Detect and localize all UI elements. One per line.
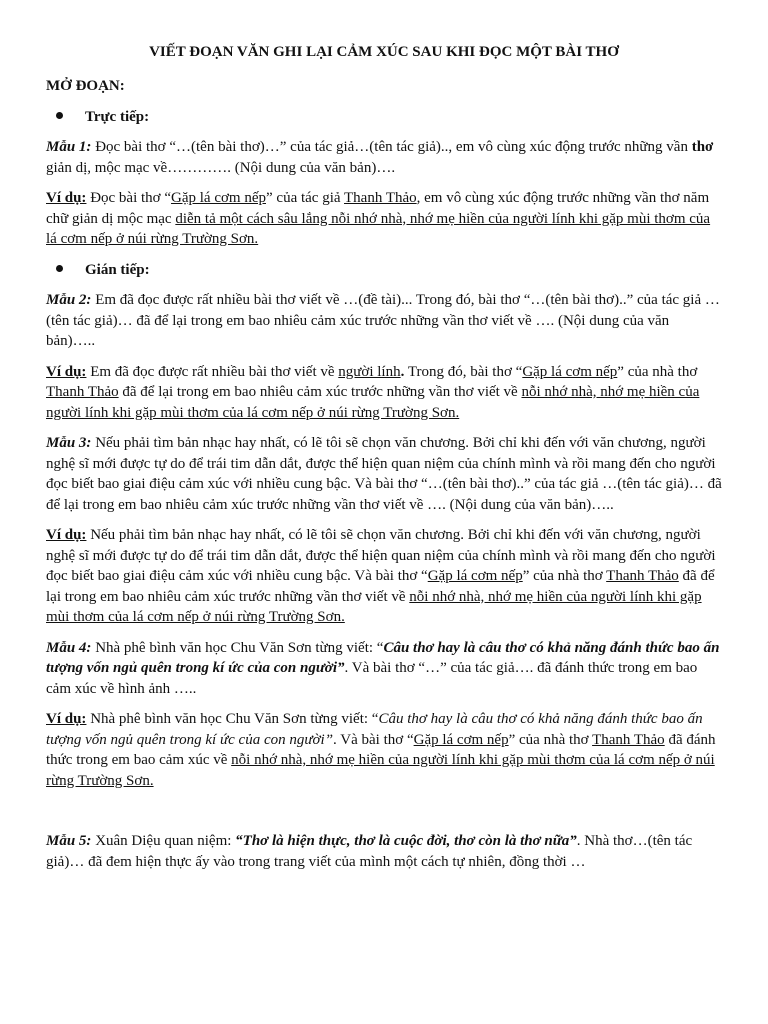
bullet-dot-icon (56, 265, 63, 272)
example-label: Ví dụ: (46, 363, 87, 380)
underlined-text: người lính (338, 363, 401, 380)
text-run: . Nhà thơ…(tên tác giả)… đã đem hiện thực ấy vào trong trang viết của mình một cách tự nhiên, đồng thời … (46, 833, 693, 870)
bullet-label: Gián tiếp: (85, 261, 150, 278)
text-run: Đọc bài thơ “ (86, 190, 172, 206)
bullet-dot-icon (56, 112, 63, 119)
underlined-text: nỗi nhớ nhà, nhớ mẹ hiền của người lính khi gặp mùi thơm của lá cơm nếp ở núi rừng Trường Sơn. (46, 588, 702, 625)
text-run: Em đã đọc được rất nhiều bài thơ viết về …(đề tài)... Trong đó, bài thơ “…(tên bài thơ)..” của tác giả …(tên tác giả)… đã để lại trong em bao nhiêu cảm xúc trước những vần thơ viết về …. (Nội dung của văn bản)….. (46, 292, 720, 349)
underlined-text: nỗi nhớ nhà, nhớ mẹ hiền của người lính khi gặp mùi thơm của lá cơm nếp ở núi rừng Trường Sơn. (46, 384, 700, 421)
underlined-text: Gặp lá cơm nếp (427, 568, 523, 584)
template-paragraph-1 (46, 137, 722, 178)
text-run: Nếu phải tìm bản nhạc hay nhất, có lẽ tôi sẽ chọn văn chương. Bởi chỉ khi đến với văn chương, người nghệ sĩ mới được tự do để trái tim dẫn dắt, được thể hiện quan niệm của chính mình và rồi mang đến cho người đọc biết bao giai điệu cảm xúc với nhiều cung bậc. Và bài thơ “ (46, 527, 716, 584)
text-run: Xuân Diệu quan niệm: (91, 833, 236, 849)
underlined-text: Thanh Thảo (592, 731, 665, 748)
text-run: đã đánh thức trong em bao cảm xúc về (46, 731, 716, 768)
text-run: ” của nhà thơ (617, 363, 698, 380)
quote-text: Câu thơ hay là câu thơ có khả năng đánh thức bao ấn tượng vốn ngủ quên trong kí ức của con người” (46, 711, 703, 748)
underlined-text: nỗi nhớ nhà, nhớ mẹ hiền của người lính khi gặp mùi thơm của lá cơm nếp ở núi rừng Trường Sơn. (46, 752, 715, 789)
template-label: Mẫu 2: (46, 292, 92, 308)
template-label: Mẫu 3: (46, 435, 92, 451)
template-label: Mẫu 4: (46, 639, 92, 656)
underlined-text: Gặp lá cơm nếp (413, 731, 509, 748)
template-label: Mẫu 1: (46, 139, 92, 155)
text-run: ” của tác giả (266, 190, 345, 206)
example-paragraph-3 (46, 525, 722, 628)
text-run: Nếu phải tìm bản nhạc hay nhất, có lẽ tôi sẽ chọn văn chương. Bởi chỉ khi đến với văn chương, người nghệ sĩ mới được tự do để trái tim dẫn dắt, được thể hiện quan niệm của chính mình và rồi mang đến cho người đọc biết bao giai điệu cảm xúc với nhiều cung bậc. Và bài thơ “…(tên bài thơ)..” của tác giả …(tên tác giả)… đã để lại trong em bao nhiêu cảm xúc trước những vần thơ viết về …. (Nội dung của văn bản)….. (46, 435, 722, 513)
text-run: Nhà phê bình văn học Chu Văn Sơn từng viết: “ (91, 639, 384, 656)
example-paragraph-2 (46, 362, 722, 424)
bullet-gian-tiep (46, 260, 722, 281)
bullet-truc-tiep (46, 107, 722, 128)
example-paragraph-1 (46, 188, 722, 250)
text-run: Em đã đọc được rất nhiều bài thơ viết về (86, 363, 339, 380)
page-title: VIẾT ĐOẠN VĂN GHI LẠI CẢM XÚC SAU KHI ĐỌC MỘT BÀI THƠ (149, 44, 619, 60)
example-label: Ví dụ: (46, 190, 87, 206)
text-run: ” của nhà thơ (508, 731, 593, 748)
underlined-text: diễn tả một cách sâu lắng nỗi nhớ nhà, nhớ mẹ hiền của người lính khi gặp mùi thơm của lá cơm nếp ở núi rừng Trường Sơn. (46, 210, 711, 247)
template-paragraph-4 (46, 638, 722, 700)
text-run: . Và bài thơ “…” của tác giả…. đã đánh thức trong em bao cảm xúc về hình ảnh ….. (46, 660, 698, 697)
paragraph-spacer (46, 801, 722, 831)
text-run: , em vô cùng xúc động trước những vần thơ năm chữ giản dị mộc mạc (46, 190, 710, 227)
underlined-text: Thanh Thảo (344, 190, 417, 206)
text-run: Nhà phê bình văn học Chu Văn Sơn từng viết: “ (86, 711, 379, 727)
underlined-text: Gặp lá cơm nếp (171, 190, 266, 206)
template-paragraph-3 (46, 433, 722, 515)
quote-text: Câu thơ hay là câu thơ có khả năng đánh thức bao ấn tượng vốn ngủ quên trong kí ức của con người” (46, 639, 720, 676)
example-label: Ví dụ: (46, 711, 87, 727)
text-run: Đọc bài thơ “…(tên bài thơ)…” của tác giả…(tên tác giả).., em vô cùng xúc động trước những vần (91, 139, 692, 155)
template-paragraph-5 (46, 831, 722, 872)
text-run: . Và bài thơ “ (333, 731, 414, 748)
underlined-text: Thanh Thảo (46, 384, 119, 400)
text-run: ” của nhà thơ (522, 568, 607, 584)
quote-text: “Thơ là hiện thực, thơ là cuộc đời, thơ còn là thơ nữa” (235, 833, 577, 849)
example-label: Ví dụ: (46, 527, 87, 543)
example-paragraph-4 (46, 709, 722, 791)
underlined-text: Gặp lá cơm nếp (522, 363, 618, 380)
text-run: giản dị, mộc mạc về…………. (Nội dung của văn bản)…. (46, 159, 396, 176)
text-run: . (400, 363, 405, 380)
text-run: đã để lại trong em bao nhiêu cảm xúc trước những vần thơ viết về (118, 384, 522, 400)
text-run: Trong đó, bài thơ “ (404, 363, 523, 380)
text-run: đã để lại trong em bao nhiêu cảm xúc trước những vần thơ viết về (46, 568, 715, 605)
section-heading-mo-doan: MỞ ĐOẠN: (46, 78, 125, 94)
underlined-text: Thanh Thảo (606, 568, 679, 584)
template-label: Mẫu 5: (46, 833, 92, 849)
bullet-label: Trực tiếp: (85, 108, 150, 125)
text-run: thơ (691, 139, 714, 155)
template-paragraph-2 (46, 290, 722, 352)
